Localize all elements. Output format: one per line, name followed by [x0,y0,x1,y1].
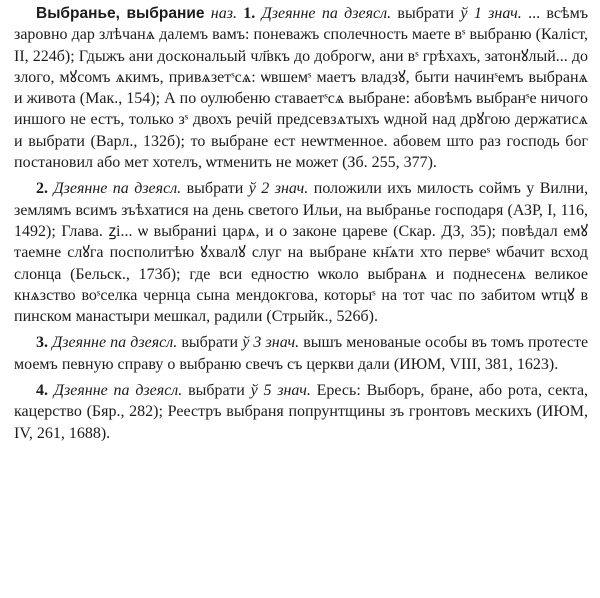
sense-2-definition: Дзеянне па дзеясл. [53,180,182,198]
sense-1-paragraph [14,3,588,173]
sense-3-reference-verb: выбрати [181,334,239,352]
sense-2-number: 2. [36,180,48,198]
sense-2-reference-tail: ў 2 знач. [248,180,309,198]
sense-4-paragraph [14,380,588,444]
sense-3-quotations: вышъ менованые особы въ томъ протесте моемъ певную справу о выбраню свечъ съ церкви дали (ИЮМ, VIII, 381, 1623). [14,334,589,373]
sense-1-number: 1. [243,5,256,22]
sense-1-quotations: ... всѣмъ заровно дар злѣчанѧ далемъ вамъ: поневажъ сполечность маете вˢ выбраню (Каліст, II, 224б); Гдыжъ ани доскональый чл҃вкъ до доброгѡ, ани вˢ грѣхахъ, затонꙋлый... до злого, мꙋсомъ ѧкимъ, привѧзетˢсѧ: ѡвшемˢ маетъ владзꙋ, быти начинˢемъ выбранѧ и живота (Мак., 154); А по оулюбеню ставаетˢсѧ выбране: абовѣмъ выбранˢе ничого иншого не естъ, только зˢ двохъ речій предсевзѧтыхъ ѡдной над дрꙋгою держатисѧ и выбрати (Варл., 132б); то выбране ест неѡтменное. абовем што раз господь бог постановил або мет хотелъ, ѡтменить не может (Зб. 255, 377). [14,5,589,172]
sense-1-reference-tail: ў 1 знач. [460,5,522,22]
sense-1-definition: Дзеянне па дзеясл. [261,5,392,22]
part-of-speech: наз. [210,5,237,22]
sense-2-paragraph [14,178,588,327]
sense-2-quotations: положили ихъ милость соймъ у Вилни, землямъ всимъ зъѣхатися на день светого Ильи, на выбранье господаря (АЗР, I, 116, 1492); Глава. ꙁі... ѡ выбраниі царѧ, и о законе цареве (Скар. ДЗ, 35); повѣдал емꙋ таемне слꙋга посполитѣю ꙋхвалꙋ слуг на выбране кн҃ѧти хто первеˢ ѡбачит всход слонца (Бельск., 173б); где вси едностю ѡколо выбранѧ и поднесенѧ великое кнѧзство воˢселка чернца сына мендокгова, которыˢ на тот час по забитом ѡтцꙋ в пинском манастыри мешкал, радили (Стрыйк., 526б). [14,180,589,326]
sense-4-number: 4. [36,382,48,400]
headword: Выбранье, выбрание [36,5,205,22]
sense-4-quotations: Ересь: Выборъ, бране, або рота, секта, кацерство (Бяр., 282); Реестръ выбраня попрунтщины зъ гронтовъ мескихъ (ИЮМ, IV, 261, 1688). [14,382,589,442]
sense-1-reference-verb: выбрати [397,5,455,22]
sense-4-reference-tail: ў 5 знач. [250,382,311,400]
sense-4-reference-verb: выбрати [188,382,245,400]
sense-3-definition: Дзеянне па дзеясл. [52,334,178,352]
sense-4-definition: Дзеянне па дзеясл. [53,382,183,400]
sense-3-reference-tail: ў 3 знач. [242,334,300,352]
sense-3-paragraph [14,332,588,375]
sense-2-reference-verb: выбрати [186,180,244,198]
sense-3-number: 3. [36,334,48,352]
